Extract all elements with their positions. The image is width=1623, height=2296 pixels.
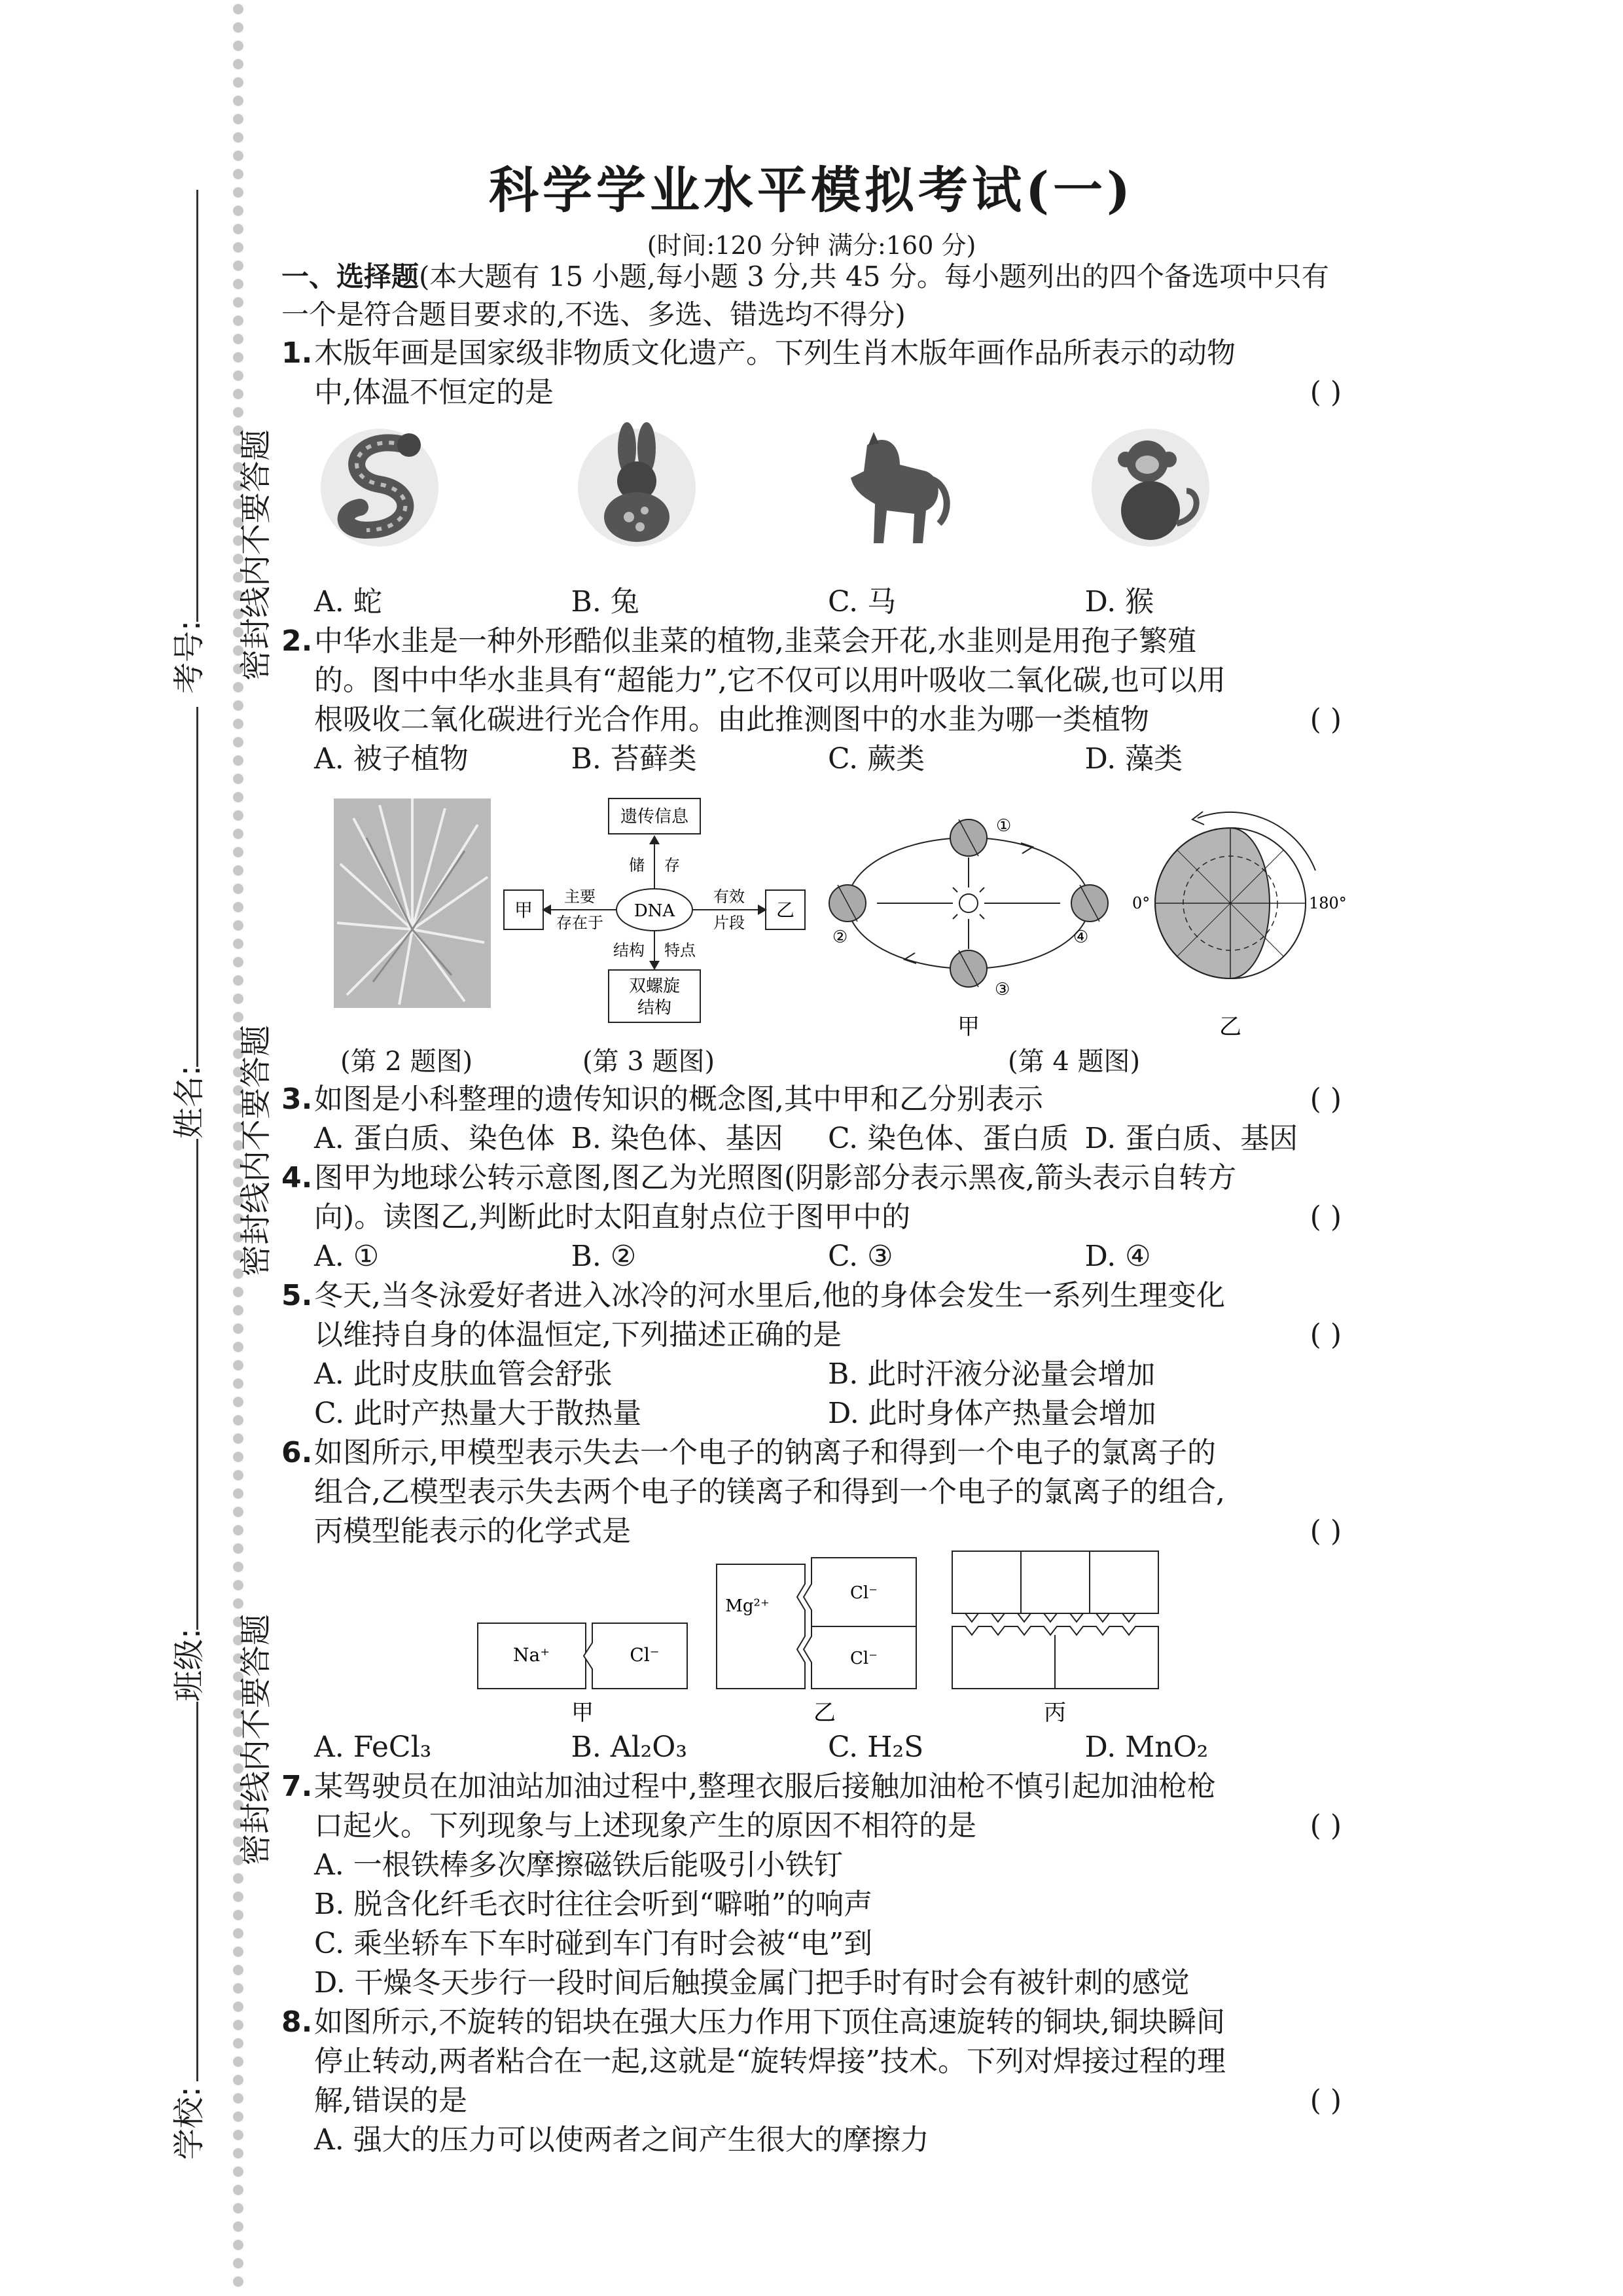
orbit-label-jia: 甲 — [957, 1014, 980, 1040]
option-b[interactable]: B. 染色体、基因 — [571, 1122, 783, 1155]
binding-dot — [233, 2038, 243, 2049]
option-a[interactable]: A. ① — [314, 1240, 380, 1273]
model-jia — [478, 1623, 687, 1726]
illumination-diagram — [1119, 792, 1347, 1041]
label-effective: 有效 — [713, 888, 745, 906]
question-stem: 如图是小科整理的遗传知识的概念图,其中甲和乙分别表示 — [314, 1083, 1043, 1116]
option-c[interactable]: C. 染色体、蛋白质 — [828, 1122, 1069, 1155]
question-1 — [281, 334, 1342, 412]
binding-dot — [233, 151, 243, 161]
binding-dot — [233, 1488, 243, 1499]
binding-dot — [233, 2276, 243, 2287]
option-b[interactable]: B. 脱含化纤毛衣时往往会听到“噼啪”的响声 — [314, 1888, 873, 1921]
caption-q3: (第 3 题图) — [582, 1047, 715, 1077]
binding-dot — [233, 792, 243, 802]
binding-dot — [233, 1965, 243, 1975]
question-number: 7. — [281, 1770, 313, 1803]
illum-label-yi: 乙 — [1219, 1014, 1241, 1040]
horse-picture — [828, 419, 1085, 583]
q1-options — [281, 583, 1342, 622]
marker-2: ② — [832, 927, 848, 947]
binding-dot — [233, 242, 243, 253]
label-main: 主要 — [564, 888, 596, 906]
binding-dot — [233, 1360, 243, 1371]
binding-dot — [233, 114, 243, 124]
binding-dot — [233, 297, 243, 308]
question-number: 1. — [281, 336, 313, 370]
label-structure: 结构 — [613, 941, 645, 960]
option-d[interactable]: D. 蛋白质、基因 — [1084, 1122, 1298, 1155]
binding-dot — [233, 774, 243, 784]
quillwort-photo — [334, 798, 491, 1008]
binding-dot — [233, 1397, 243, 1407]
binding-dot — [233, 96, 243, 106]
binding-dot — [233, 389, 243, 399]
question-stem: 图甲为地球公转示意图,图乙为光照图(阴影部分表示黑夜,箭头表示自转方向)。读图乙,判断此时太阳直射点位于图甲中的 — [314, 1161, 1237, 1234]
answer-paren: ( ) — [1310, 376, 1342, 409]
answer-paren: ( ) — [1310, 703, 1342, 736]
option-c[interactable]: C. 乘坐轿车下车时碰到车门有时会被“电”到 — [314, 1927, 873, 1960]
question-3 — [281, 1080, 1342, 1119]
snake-icon — [314, 419, 445, 550]
snake-picture — [314, 419, 571, 583]
section-note: (本大题有 15 小题,每小题 3 分,共 45 分。每小题列出的四个备选项中只有一个是符合题目要求的,不选、多选、错选均不得分) — [281, 260, 1329, 331]
exam-body — [281, 151, 1347, 2160]
question-stem: 如图所示,不旋转的铝块在强大压力作用下顶住高速旋转的铜块,铜块瞬间停止转动,两者粘合在一起,这就是“旋转焊接”技术。下列对焊接过程的理解,错误的是 — [314, 2005, 1226, 2117]
binding-dot — [233, 2258, 243, 2269]
model-bing — [952, 1551, 1158, 1689]
binding-dot — [233, 957, 243, 967]
genetics-concept-map — [504, 792, 805, 1028]
question-stem: 某驾驶员在加油站加油过程中,整理衣服后接触加油枪不慎引起加油枪枪口起火。下列现象与上述现象产生的原因不相符的是 — [314, 1770, 1216, 1842]
binding-dot — [233, 1983, 243, 1994]
binding-dot — [233, 2075, 243, 2085]
marker-3: ③ — [995, 980, 1010, 999]
binding-dot — [233, 2185, 243, 2195]
q3-options — [281, 1119, 1342, 1158]
caption-q2: (第 2 题图) — [340, 1047, 473, 1077]
question-number: 4. — [281, 1161, 313, 1194]
binding-dot — [233, 719, 243, 729]
binding-dot — [233, 1873, 243, 1884]
binding-dot — [233, 2111, 243, 2122]
zodiac-images — [281, 419, 1342, 583]
earth-orbit-diagram — [825, 792, 1113, 1041]
label-cl-upper: Cl⁻ — [850, 1583, 878, 1603]
binding-dot — [233, 1598, 243, 1609]
binding-line-1 — [196, 190, 198, 622]
option-c[interactable]: C. 此时产热量大于散热量 — [314, 1397, 642, 1430]
label-mg: Mg²⁺ — [725, 1596, 770, 1616]
binding-dot — [233, 1342, 243, 1352]
binding-dot — [233, 1946, 243, 1957]
binding-dot — [233, 2001, 243, 2012]
q5-options — [281, 1355, 1342, 1433]
binding-dot — [233, 865, 243, 876]
binding-dot — [233, 2240, 243, 2250]
binding-dot — [233, 206, 243, 216]
option-c[interactable]: C. H₂S — [828, 1731, 924, 1764]
option-c[interactable]: C. ③ — [828, 1240, 893, 1273]
binding-dot — [233, 1562, 243, 1572]
option-b[interactable]: B. 兔 — [571, 585, 639, 619]
binding-dot — [233, 370, 243, 381]
concept-jia: 甲 — [514, 899, 533, 921]
question-4 — [281, 1158, 1342, 1237]
answer-paren: ( ) — [1310, 1318, 1342, 1352]
answer-paren: ( ) — [1310, 1515, 1342, 1548]
binding-line-3 — [196, 1139, 198, 1630]
answer-paren: ( ) — [1310, 1200, 1342, 1234]
section-1-heading — [281, 258, 1342, 334]
binding-dot — [233, 132, 243, 143]
binding-dot — [233, 1525, 243, 1535]
figure-captions — [281, 1041, 1342, 1080]
binding-dot — [233, 59, 243, 69]
binding-dot — [233, 939, 243, 949]
binding-dot — [233, 1470, 243, 1480]
question-number: 5. — [281, 1279, 313, 1312]
binding-dot — [233, 4, 243, 14]
option-b[interactable]: B. Al₂O₃ — [571, 1731, 688, 1764]
question-7 — [281, 1767, 1342, 1846]
exam-info: (时间:120 分钟 满分:160 分) — [647, 231, 976, 260]
binding-dot — [233, 737, 243, 747]
binding-dot — [233, 1910, 243, 1920]
binding-line-2 — [196, 707, 198, 1067]
concept-bottom-2: 结构 — [637, 998, 672, 1018]
question-stem: 冬天,当冬泳爱好者进入冰冷的河水里后,他的身体会发生一系列生理变化以维持自身的体温恒定,下列描述正确的是 — [314, 1279, 1225, 1352]
name-label: 姓名: — [171, 1065, 207, 1139]
binding-dot — [233, 829, 243, 839]
concept-bottom-1: 双螺旋 — [628, 977, 681, 996]
marker-4: ④ — [1073, 927, 1089, 947]
q2-options — [281, 740, 1342, 779]
q4-options — [281, 1237, 1342, 1276]
figure-row — [281, 792, 1347, 1041]
q7-options — [281, 1846, 1342, 2003]
binding-dot — [233, 22, 243, 33]
binding-dot — [233, 902, 243, 912]
binding-dot — [233, 1012, 243, 1022]
option-d[interactable]: D. 藻类 — [1084, 742, 1183, 776]
binding-dot — [233, 810, 243, 821]
binding-dot — [233, 1928, 243, 1939]
binding-dot — [233, 315, 243, 326]
class-label: 班级: — [171, 1628, 207, 1702]
binding-dot — [233, 1305, 243, 1316]
school-label: 学校: — [171, 2086, 207, 2160]
binding-dot — [233, 407, 243, 418]
question-stem: 中华水韭是一种外形酷似韭菜的植物,韭菜会开花,水韭则是用孢子繁殖的。图中中华水韭具有“超能力”,它不仅可以用叶吸收二氧化碳,也可以用根吸收二氧化碳进行光合作用。由此推测图中的水韭为哪一类植物 — [314, 624, 1226, 736]
rabbit-picture — [571, 419, 829, 583]
binding-dot — [233, 2148, 243, 2159]
ion-models — [281, 1551, 1342, 1728]
binding-dot — [233, 187, 243, 198]
option-d[interactable]: D. 干燥冬天步行一段时间后触摸金属门把手时有时会有被针刺的感觉 — [314, 1966, 1190, 2000]
horse-icon — [828, 419, 959, 550]
caption-q4: (第 4 题图) — [1008, 1047, 1141, 1077]
binding-dot — [233, 279, 243, 289]
binding-dot — [233, 2093, 243, 2104]
binding-dot — [233, 1892, 243, 1902]
question-6 — [281, 1433, 1342, 1551]
option-c[interactable]: C. 蕨类 — [828, 742, 925, 776]
binding-dot — [233, 77, 243, 88]
binding-dot — [233, 994, 243, 1004]
option-d[interactable]: D. 猴 — [1084, 585, 1154, 619]
binding-dot — [233, 1452, 243, 1462]
page-title: 科学学业水平模拟考试(一) — [489, 161, 1134, 219]
question-2 — [281, 622, 1342, 740]
marker-1: ① — [996, 816, 1012, 836]
option-a[interactable]: A. FeCl₃ — [314, 1731, 432, 1764]
binding-dot — [233, 884, 243, 894]
label-cl: Cl⁻ — [630, 1644, 660, 1666]
binding-dot — [233, 260, 243, 271]
label-segment: 片段 — [713, 914, 745, 932]
binding-dot — [233, 847, 243, 857]
deg-0: 0° — [1132, 894, 1150, 912]
option-d[interactable]: D. 此时身体产热量会增加 — [828, 1397, 1156, 1430]
label-feature: 特点 — [664, 941, 696, 960]
binding-dot — [233, 2166, 243, 2177]
label-bing: 丙 — [1044, 1700, 1066, 1726]
seal-notice-2: 密封线内不要答题 — [238, 1024, 274, 1276]
option-a[interactable]: A. 蛇 — [314, 585, 382, 619]
answer-paren: ( ) — [1310, 1083, 1342, 1116]
question-number: 6. — [281, 1436, 313, 1469]
monkey-icon — [1085, 419, 1216, 550]
option-d[interactable]: D. MnO₂ — [1084, 1731, 1209, 1764]
binding-dot — [233, 352, 243, 363]
exam-no-label: 考号: — [171, 620, 207, 694]
option-d[interactable]: D. ④ — [1084, 1240, 1151, 1273]
question-stem: 木版年画是国家级非物质文化遗产。下列生肖木版年画作品所表示的动物中,体温不恒定的是 — [314, 336, 1236, 409]
option-a[interactable]: A. 蛋白质、染色体 — [314, 1122, 555, 1155]
binding-dot — [233, 224, 243, 234]
concept-dna: DNA — [633, 901, 675, 921]
question-5 — [281, 1276, 1342, 1355]
option-b[interactable]: B. ② — [571, 1240, 637, 1273]
answer-paren: ( ) — [1310, 2084, 1342, 2117]
question-number: 8. — [281, 2005, 313, 2039]
binding-dot — [233, 1378, 243, 1389]
concept-top: 遗传信息 — [620, 807, 689, 827]
binding-dot — [233, 975, 243, 986]
binding-dot — [233, 2221, 243, 2232]
question-8 — [281, 2003, 1342, 2121]
binding-dot — [233, 2203, 243, 2214]
binding-dot — [233, 41, 243, 51]
option-b[interactable]: B. 苔藓类 — [571, 742, 697, 776]
deg-180: 180° — [1309, 894, 1347, 912]
binding-dot — [233, 700, 243, 711]
binding-dot — [233, 1580, 243, 1590]
option-c[interactable]: C. 马 — [828, 585, 897, 619]
binding-dot — [233, 1287, 243, 1297]
binding-dot — [233, 2056, 243, 2067]
question-stem: 如图所示,甲模型表示失去一个电子的钠离子和得到一个电子的氯离子的组合,乙模型表示失去两个电子的镁离子和得到一个电子的氯离子的组合,丙模型能表示的化学式是 — [314, 1436, 1225, 1548]
binding-dot — [233, 1415, 243, 1426]
binding-dot — [233, 920, 243, 931]
option-a[interactable]: A. 一根铁棒多次摩擦磁铁后能吸引小铁钉 — [314, 1848, 843, 1882]
seal-notice-3: 密封线内不要答题 — [238, 1613, 274, 1865]
label-exist: 存在于 — [556, 914, 603, 932]
label-store-2: 存 — [664, 856, 680, 874]
option-a[interactable]: A. 强大的压力可以使两者之间产生很大的摩擦力 — [314, 2123, 929, 2157]
label-yi: 乙 — [813, 1700, 836, 1726]
model-yi — [717, 1558, 916, 1726]
label-store-1: 储 — [629, 856, 645, 874]
binding-dot — [233, 1323, 243, 1334]
question-number: 3. — [281, 1083, 313, 1116]
q6-options — [281, 1728, 1342, 1767]
monkey-picture — [1085, 419, 1342, 583]
option-b[interactable]: B. 此时汗液分泌量会增加 — [828, 1357, 1156, 1391]
seal-notice-1: 密封线内不要答题 — [238, 429, 274, 681]
label-na: Na⁺ — [513, 1644, 550, 1666]
binding-dot — [233, 682, 243, 692]
question-number: 2. — [281, 624, 313, 658]
binding-dot — [233, 2020, 243, 2030]
binding-dot — [233, 1543, 243, 1554]
option-a[interactable]: A. 被子植物 — [314, 742, 469, 776]
label-jia: 甲 — [571, 1700, 594, 1726]
answer-paren: ( ) — [1310, 1809, 1342, 1842]
rabbit-icon — [571, 419, 702, 550]
label-cl-lower: Cl⁻ — [850, 1649, 878, 1668]
binding-dot — [233, 755, 243, 766]
q8-options — [281, 2121, 1342, 2160]
section-title: 一、选择题 — [281, 260, 419, 293]
binding-dot — [233, 334, 243, 344]
binding-dot — [233, 1433, 243, 1444]
concept-yi: 乙 — [776, 899, 795, 921]
binding-dot — [233, 169, 243, 179]
binding-line-4 — [196, 1702, 198, 2081]
option-a[interactable]: A. 此时皮肤血管会舒张 — [314, 1357, 613, 1391]
binding-dot — [233, 2130, 243, 2140]
binding-dot — [233, 1507, 243, 1517]
